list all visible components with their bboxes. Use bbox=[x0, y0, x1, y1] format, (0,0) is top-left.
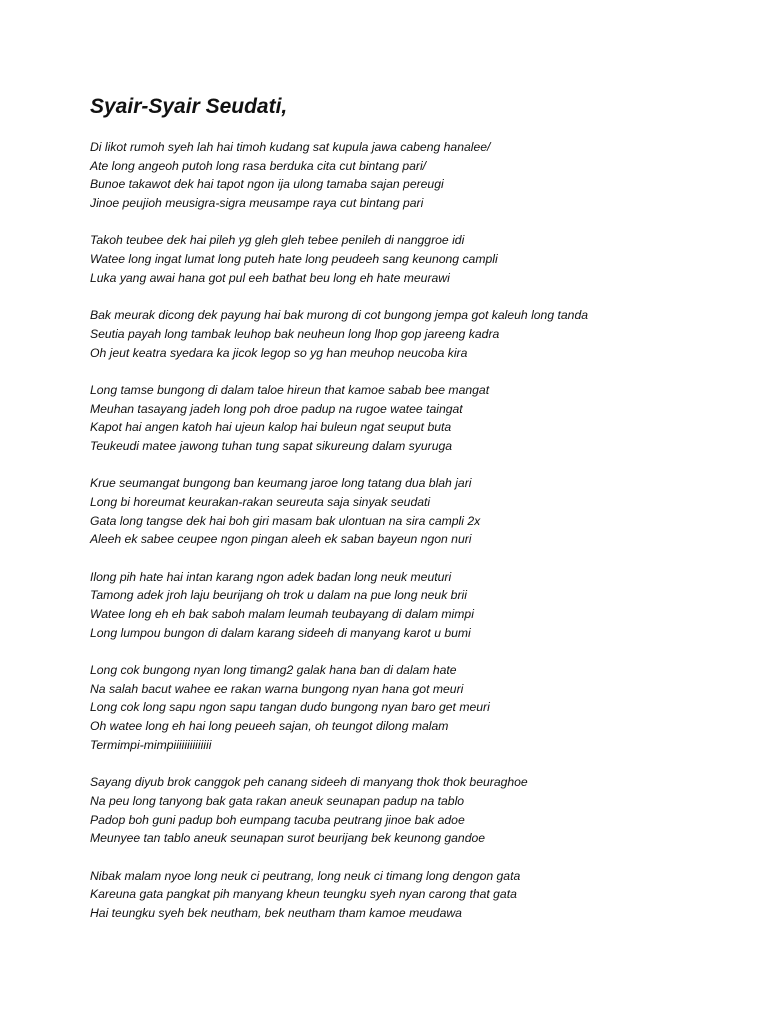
stanza bbox=[90, 231, 750, 287]
poem-body bbox=[90, 138, 750, 923]
poem-line: Long bi horeumat keurakan-rakan seureuta saja sinyak seudati bbox=[90, 494, 431, 509]
stanza bbox=[90, 661, 750, 755]
stanza bbox=[90, 773, 750, 848]
document-page bbox=[90, 94, 750, 941]
poem-line: Long lumpou bungon di dalam karang sideeh di manyang karot u bumi bbox=[90, 625, 471, 640]
stanza bbox=[90, 138, 750, 213]
stanza bbox=[90, 568, 750, 643]
stanza bbox=[90, 306, 750, 362]
poem-line: Oh jeut keatra syedara ka jicok legop so yg han meuhop neucoba kira bbox=[90, 345, 468, 360]
poem-line: Meunyee tan tablo aneuk seunapan surot beurijang bek keunong gandoe bbox=[90, 831, 486, 846]
poem-line: Ate long angeoh putoh long rasa berduka cita cut bintang pari/ bbox=[90, 158, 427, 173]
poem-line: Ilong pih hate hai intan karang ngon adek badan long neuk meuturi bbox=[90, 569, 452, 584]
poem-line: Bunoe takawot dek hai tapot ngon ija ulong tamaba sajan pereugi bbox=[90, 177, 444, 192]
poem-line: Krue seumangat bungong ban keumang jaroe long tatang dua blah jari bbox=[90, 476, 472, 491]
poem-line: Jinoe peujioh meusigra-sigra meusampe raya cut bintang pari bbox=[90, 196, 424, 211]
poem-line: Luka yang awai hana got pul eeh bathat beu long eh hate meurawi bbox=[90, 270, 450, 285]
poem-title: Syair-Syair Seudati, bbox=[90, 95, 288, 118]
stanza bbox=[90, 474, 750, 549]
poem-line: Aleeh ek sabee ceupee ngon pingan aleeh ek saban bayeun ngon nuri bbox=[90, 532, 472, 547]
poem-line: Tamong adek jroh laju beurijang oh trok u dalam na pue long neuk brii bbox=[90, 588, 467, 603]
poem-line: Bak meurak dicong dek payung hai bak murong di cot bungong jempa got kaleuh long tanda bbox=[90, 308, 588, 323]
poem-line: Padop boh guni padup boh eumpang tacuba peutrang jinoe bak adoe bbox=[90, 812, 465, 827]
poem-line: Watee long ingat lumat long puteh hate long peudeeh sang keunong campli bbox=[90, 252, 498, 267]
poem-line: Oh watee long eh hai long peueeh sajan, oh teungot dilong malam bbox=[90, 719, 449, 734]
poem-line: Long tamse bungong di dalam taloe hireun that kamoe sabab bee mangat bbox=[90, 382, 490, 397]
poem-line: Hai teungku syeh bek neutham, bek neutham tham kamoe meudawa bbox=[90, 905, 462, 920]
poem-line: Nibak malam nyoe long neuk ci peutrang, long neuk ci timang long dengon gata bbox=[90, 868, 521, 883]
poem-line: Seutia payah long tambak leuhop bak neuheun long lhop gop jareeng kadra bbox=[90, 326, 500, 341]
poem-line: Di likot rumoh syeh lah hai timoh kudang sat kupula jawa cabeng hanalee/ bbox=[90, 140, 491, 154]
poem-line: Na peu long tanyong bak gata rakan aneuk seunapan padup na tablo bbox=[90, 793, 465, 808]
poem-line: Kapot hai angen katoh hai ujeun kalop hai buleun ngat seuput buta bbox=[90, 420, 452, 435]
poem-line: Long cok bungong nyan long timang2 galak hana ban di dalam hate bbox=[90, 663, 457, 678]
poem-line: Teukeudi matee jawong tuhan tung sapat sikureung dalam syuruga bbox=[90, 438, 453, 453]
stanza bbox=[90, 867, 750, 923]
poem-line: Long cok long sapu ngon sapu tangan dudo bungong nyan baro get meuri bbox=[90, 700, 490, 715]
poem-line: Na salah bacut wahee ee rakan warna bungong nyan hana got meuri bbox=[90, 681, 464, 696]
poem-line: Sayang diyub brok canggok peh canang sideeh di manyang thok thok beuraghoe bbox=[90, 775, 528, 790]
poem-line: Meuhan tasayang jadeh long poh droe padup na rugoe watee taingat bbox=[90, 401, 463, 416]
poem-line: Takoh teubee dek hai pileh yg gleh gleh tebee penileh di nanggroe idi bbox=[90, 233, 465, 248]
poem-line: Gata long tangse dek hai boh giri masam bak ulontuan na sira campli 2x bbox=[90, 513, 481, 528]
poem-line: Termimpi-mimpiiiiiiiiiiiiii bbox=[90, 737, 212, 752]
poem-line: Kareuna gata pangkat pih manyang kheun teungku syeh nyan carong that gata bbox=[90, 887, 517, 902]
stanza bbox=[90, 381, 750, 456]
poem-line: Watee long eh eh bak saboh malam leumah teubayang di dalam mimpi bbox=[90, 607, 474, 622]
